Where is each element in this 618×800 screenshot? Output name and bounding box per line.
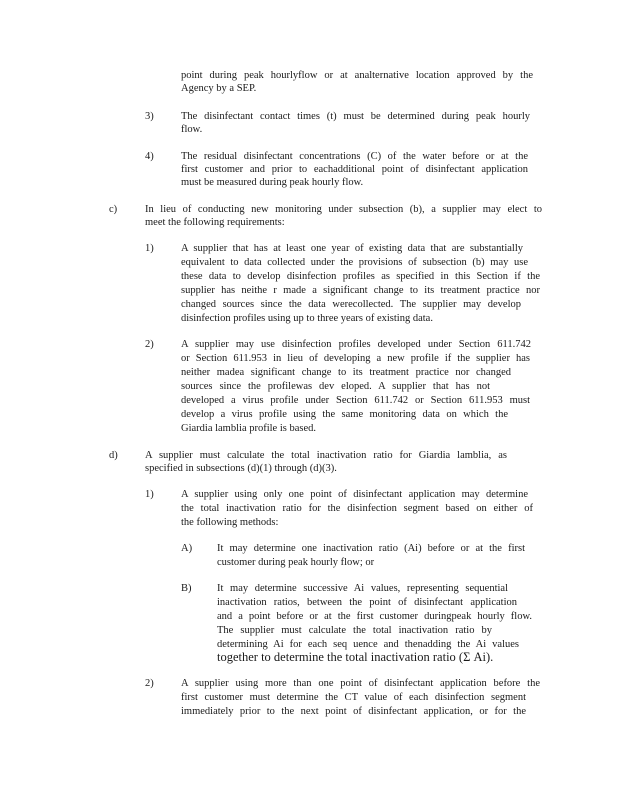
- text-line: The residual disinfectant concentrations (C) of the water before or at the: [181, 151, 528, 162]
- text-line: or Section 611.953 in lieu of developing a new profile if the supplier has: [181, 353, 530, 364]
- text-line: changed sources since the data werecollected. The supplier may develop: [181, 299, 521, 310]
- text-line: A supplier using more than one point of disinfectant application before the: [181, 678, 540, 689]
- item-label: A): [181, 543, 193, 554]
- item-label: B): [181, 583, 192, 594]
- item-label: 1): [145, 489, 154, 500]
- text-line: supplier has neithe r made a significant change to its treatment practice nor: [181, 285, 540, 296]
- text-line: the following methods:: [181, 517, 279, 528]
- text-line: specified in subsections (d)(1) through (d)(3).: [145, 463, 337, 474]
- text-line: Agency by a SEP.: [181, 83, 257, 94]
- text-line: flow.: [181, 124, 203, 135]
- text-line: develop a virus profile using the same monitoring data on which the: [181, 409, 508, 420]
- text-line: A supplier using only one point of disinfectant application may determine: [181, 489, 528, 500]
- text-line: It may determine one inactivation ratio (Ai) before or at the first: [217, 543, 525, 554]
- text-line: sources since the profilewas dev eloped. A supplier that has not: [181, 381, 490, 392]
- text-line: meet the following requirements:: [145, 217, 285, 228]
- item-label: 1): [145, 243, 154, 254]
- text-line: inactivation ratios, between the point of disinfectant application: [217, 597, 517, 608]
- text-line: In lieu of conducting new monitoring under subsection (b), a supplier may elect to: [145, 204, 542, 215]
- text-line: first customer must determine the CT value of each disinfection segment: [181, 692, 526, 703]
- text-line: and a point before or at the first customer duringpeak hourly flow.: [217, 611, 532, 622]
- text-line: equivalent to data collected under the provisions of subsection (b) may use: [181, 257, 528, 268]
- text-line: A supplier that has at least one year of existing data that are substantially: [181, 243, 523, 254]
- text-line: disinfection profiles using up to three years of existing data.: [181, 313, 433, 324]
- item-label: 2): [145, 678, 154, 689]
- text-line: developed a virus profile under Section 611.742 or Section 611.953 must: [181, 395, 530, 406]
- text-line: point during peak hourlyflow or at analternative location approved by the: [181, 70, 533, 81]
- item-label: 3): [145, 111, 154, 122]
- item-label: 4): [145, 151, 154, 162]
- text-line: The supplier must calculate the total inactivation ratio by: [217, 625, 492, 636]
- text-line: must be measured during peak hourly flow.: [181, 177, 364, 188]
- text-line: A supplier may use disinfection profiles developed under Section 611.742: [181, 339, 531, 350]
- text-line: The disinfectant contact times (t) must be determined during peak hourly: [181, 111, 530, 122]
- text-line: together to determine the total inactivation ratio (Σ Ai).: [217, 650, 494, 664]
- item-label: c): [109, 204, 118, 215]
- item-label: d): [109, 450, 118, 461]
- text-line: determining Ai for each seq uence and thenadding the Ai values: [217, 639, 519, 650]
- text-line: these data to develop disinfection profiles as specified in this Section if the: [181, 271, 540, 282]
- text-line: neither madea significant change to its treatment practice nor changed: [181, 367, 511, 378]
- text-line: first customer and prior to eachadditional point of disinfectant application: [181, 164, 528, 175]
- text-line: A supplier must calculate the total inactivation ratio for Giardia lamblia, as: [145, 450, 507, 461]
- text-line: Giardia lamblia profile is based.: [181, 423, 316, 434]
- text-line: It may determine successive Ai values, representing sequential: [217, 583, 508, 594]
- text-line: the total inactivation ratio for the disinfection segment based on either of: [181, 503, 533, 514]
- text-line: customer during peak hourly flow; or: [217, 557, 375, 568]
- item-label: 2): [145, 339, 154, 350]
- text-line: immediately prior to the next point of disinfectant application, or for the: [181, 706, 526, 717]
